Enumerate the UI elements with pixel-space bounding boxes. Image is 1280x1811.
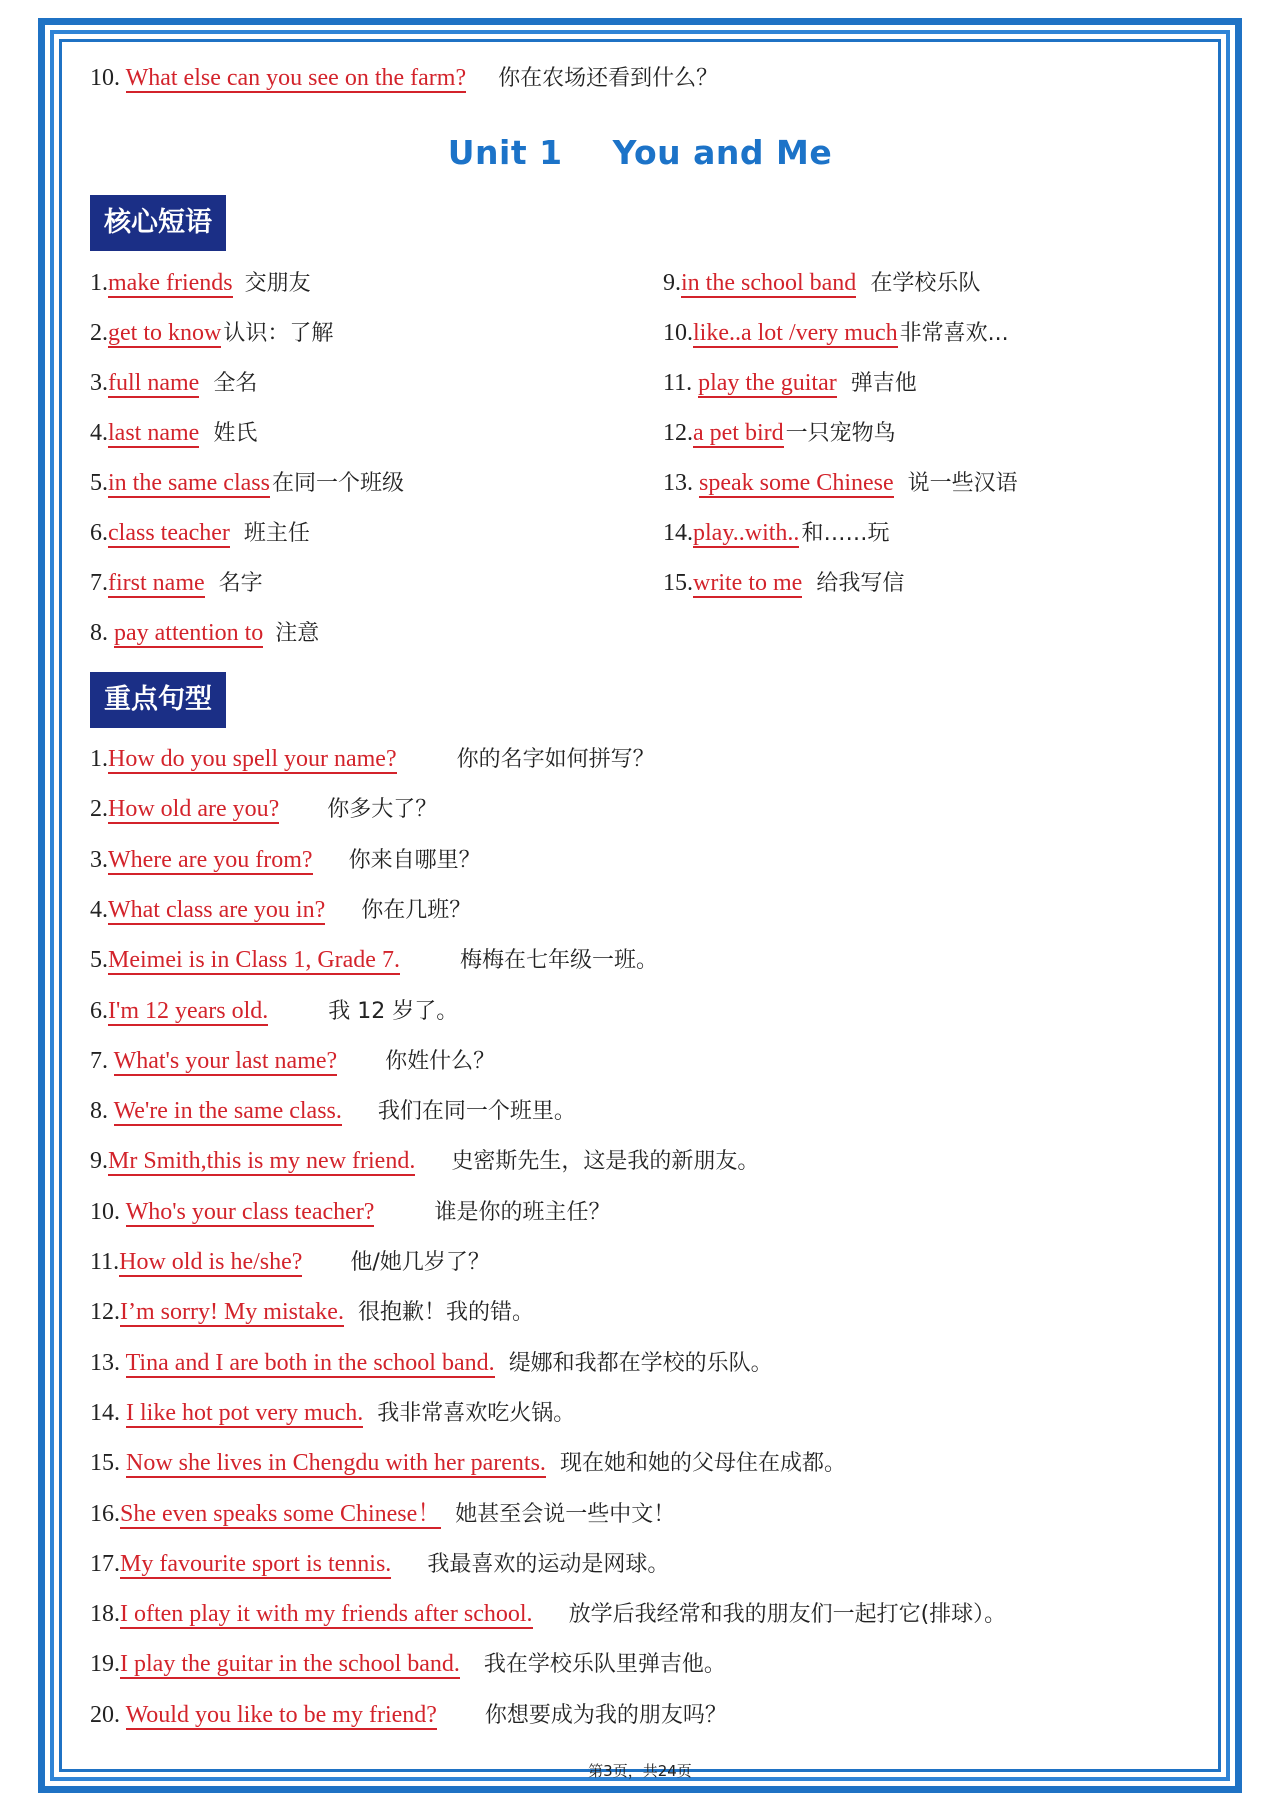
- item-english: Meimei is in Class 1, Grade 7.: [108, 947, 400, 974]
- item-english: speak some Chinese: [699, 470, 894, 496]
- item-english: full name: [108, 370, 200, 396]
- sentence-number: 10.: [90, 65, 120, 91]
- item-english: Who's your class teacher?: [125, 1198, 375, 1225]
- item-number: 2.: [90, 320, 108, 346]
- item-english: play..with..: [693, 520, 800, 546]
- sentence-row: [90, 1648, 726, 1681]
- item-english: I often play it with my friends after school.: [120, 1601, 533, 1628]
- item-number: 8.: [90, 1098, 114, 1125]
- item-number: 7.: [90, 1047, 114, 1074]
- item-chinese: 非常喜欢...: [899, 321, 1009, 346]
- item-number: 5.: [90, 947, 108, 974]
- item-chinese: 我们在同一个班里。: [377, 1099, 576, 1125]
- item-number: 12.: [663, 420, 693, 446]
- section-title-sentences: 重点句型: [90, 672, 226, 728]
- item-english: first name: [108, 570, 205, 596]
- phrase-row: [663, 317, 1009, 350]
- item-english: We're in the same class.: [113, 1098, 342, 1125]
- item-number: 3.: [90, 846, 108, 873]
- item-chinese: 很抱歉！我的错。: [357, 1300, 534, 1326]
- sentence-row: [90, 1347, 773, 1380]
- item-english: Where are you from?: [108, 846, 313, 873]
- item-chinese: 给我写信: [816, 571, 905, 596]
- item-chinese: 梅梅在七年级一班。: [459, 948, 658, 974]
- item-chinese: 你在几班？: [361, 897, 472, 923]
- item-chinese: 在学校乐队: [870, 271, 981, 296]
- item-english: My favourite sport is tennis.: [120, 1550, 392, 1577]
- phrase-row: [90, 567, 263, 600]
- item-chinese: 交朋友: [244, 271, 311, 296]
- item-number: 13.: [663, 470, 699, 496]
- item-number: 14.: [663, 520, 693, 546]
- item-number: 15.: [663, 570, 693, 596]
- item-english: I play the guitar in the school band.: [120, 1651, 460, 1678]
- item-chinese: 谁是你的班主任？: [434, 1199, 611, 1225]
- item-chinese: 弹吉他: [850, 371, 917, 396]
- item-english: I’m sorry! My mistake.: [120, 1299, 344, 1326]
- phrase-row: [90, 617, 319, 650]
- sentence-row: [90, 1045, 495, 1078]
- item-english: What class are you in?: [108, 896, 326, 923]
- sentence-row: [90, 1196, 610, 1229]
- item-english: last name: [108, 420, 200, 446]
- item-number: 4.: [90, 420, 108, 446]
- item-english: make friends: [108, 270, 233, 296]
- sentence-row: [90, 1397, 575, 1430]
- item-chinese: 全名: [213, 371, 258, 396]
- item-chinese: 你姓什么？: [385, 1048, 496, 1074]
- phrase-row: [663, 467, 1018, 500]
- item-number: 7.: [90, 570, 108, 596]
- item-number: 14.: [90, 1399, 126, 1426]
- item-chinese: 放学后我经常和我的朋友们一起打它(排球）。: [568, 1602, 1007, 1628]
- sentence-row: [90, 1498, 675, 1531]
- item-number: 4.: [90, 896, 108, 923]
- item-number: 1.: [90, 270, 108, 296]
- item-chinese: 他/她几岁了？: [350, 1250, 490, 1275]
- item-english: I like hot pot very much.: [126, 1399, 364, 1426]
- item-english: Would you like to be my friend?: [125, 1701, 437, 1728]
- item-chinese: 我 12 岁了。: [328, 998, 459, 1024]
- item-number: 8.: [90, 620, 114, 646]
- item-english: write to me: [693, 570, 803, 596]
- sentence-row: [90, 743, 655, 776]
- unit-number: Unit 1: [447, 133, 563, 172]
- item-chinese: 史密斯先生，这是我的新朋友。: [451, 1149, 760, 1175]
- item-chinese: 说一些汉语: [907, 471, 1018, 496]
- item-chinese: 你来自哪里？: [348, 847, 481, 873]
- sentence-row: [90, 1246, 490, 1279]
- item-number: 9.: [90, 1148, 108, 1175]
- item-english: in the school band: [681, 270, 857, 296]
- phrase-row: [663, 567, 904, 600]
- sentence-row: [90, 1548, 669, 1581]
- item-chinese: 姓氏: [213, 421, 258, 446]
- item-chinese: 班主任: [243, 521, 310, 546]
- item-english: She even speaks some Chinese！: [120, 1500, 442, 1527]
- item-english: in the same class: [108, 470, 270, 496]
- item-chinese: 你多大了？: [327, 797, 438, 823]
- sentence-row: [90, 995, 458, 1028]
- item-chinese: 认识：了解: [223, 321, 334, 346]
- item-number: 6.: [90, 520, 108, 546]
- sentence-row: [90, 844, 481, 877]
- item-english: Mr Smith,this is my new friend.: [108, 1148, 416, 1175]
- sentence-row: [90, 944, 658, 977]
- item-chinese: 我在学校乐队里弹吉他。: [483, 1652, 726, 1678]
- item-number: 10.: [663, 320, 693, 346]
- item-chinese: 我非常喜欢吃火锅。: [377, 1400, 576, 1426]
- item-chinese: 我最喜欢的运动是网球。: [427, 1551, 670, 1577]
- item-english: play the guitar: [698, 370, 837, 396]
- sentence-row: [90, 1296, 534, 1329]
- phrase-row: [90, 267, 311, 300]
- phrase-row: [90, 417, 257, 450]
- item-english: get to know: [108, 320, 222, 346]
- previous-unit-sentence: [90, 62, 718, 95]
- item-number: 12.: [90, 1299, 120, 1326]
- item-number: 11.: [90, 1249, 120, 1275]
- sentence-row: [90, 894, 471, 927]
- item-english: What's your last name?: [113, 1047, 338, 1074]
- sentence-row: [90, 1598, 1006, 1631]
- sentence-chinese: 你在农场还看到什么？: [498, 66, 719, 91]
- item-english: How old are you?: [108, 796, 280, 823]
- item-chinese: 在同一个班级: [271, 471, 404, 496]
- page-footer: 第3页，共24页: [588, 1762, 692, 1780]
- sentence-row: [90, 1447, 846, 1480]
- item-chinese: 现在她和她的父母住在成都。: [559, 1451, 846, 1477]
- phrase-row: [663, 267, 980, 300]
- item-chinese: 她甚至会说一些中文！: [455, 1501, 676, 1527]
- item-english: pay attention to: [114, 620, 264, 646]
- phrase-row: [90, 517, 310, 550]
- item-chinese: 注意: [275, 621, 320, 646]
- item-number: 16.: [90, 1500, 120, 1527]
- item-english: I'm 12 years old.: [108, 997, 269, 1024]
- item-chinese: 你的名字如何拼写？: [456, 747, 655, 772]
- item-number: 3.: [90, 370, 108, 396]
- item-number: 13.: [90, 1349, 126, 1376]
- item-number: 5.: [90, 470, 108, 496]
- item-chinese: 名字: [218, 571, 263, 596]
- sentence-row: [90, 1095, 576, 1128]
- phrase-row: [663, 417, 896, 450]
- item-english: How do you spell your name?: [108, 746, 397, 772]
- item-number: 19.: [90, 1651, 120, 1678]
- item-number: 10.: [90, 1198, 126, 1225]
- phrase-row: [663, 517, 889, 550]
- phrase-row: [90, 317, 333, 350]
- item-number: 18.: [90, 1601, 120, 1628]
- phrase-row: [90, 467, 404, 500]
- sentence-row: [90, 1699, 727, 1732]
- item-number: 15.: [90, 1450, 126, 1477]
- item-english: Now she lives in Chengdu with her parents.: [126, 1450, 546, 1477]
- phrase-row: [90, 367, 257, 400]
- sentence-row: [90, 793, 437, 826]
- item-chinese: 一只宠物鸟: [785, 421, 896, 446]
- item-english: class teacher: [108, 520, 230, 546]
- unit-name: You and Me: [612, 133, 833, 172]
- item-chinese: 缇娜和我都在学校的乐队。: [508, 1350, 773, 1376]
- item-english: like..a lot /very much: [693, 320, 898, 346]
- item-number: 9.: [663, 270, 681, 296]
- item-number: 20.: [90, 1701, 126, 1728]
- item-number: 11.: [663, 370, 699, 396]
- unit-title: [90, 133, 1190, 172]
- item-chinese: 你想要成为我的朋友吗？: [484, 1702, 727, 1728]
- item-number: 2.: [90, 796, 108, 823]
- item-number: 17.: [90, 1550, 120, 1577]
- item-chinese: 和……玩: [801, 521, 890, 546]
- item-number: 1.: [90, 746, 108, 772]
- sentence-row: [90, 1145, 759, 1178]
- sentence-english: What else can you see on the farm?: [125, 65, 467, 91]
- section-title-phrases: 核心短语: [90, 195, 226, 251]
- item-english: a pet bird: [693, 420, 784, 446]
- item-number: 6.: [90, 997, 108, 1024]
- phrase-row: [663, 367, 917, 400]
- item-english: How old is he/she?: [119, 1249, 303, 1275]
- item-english: Tina and I are both in the school band.: [125, 1349, 495, 1376]
